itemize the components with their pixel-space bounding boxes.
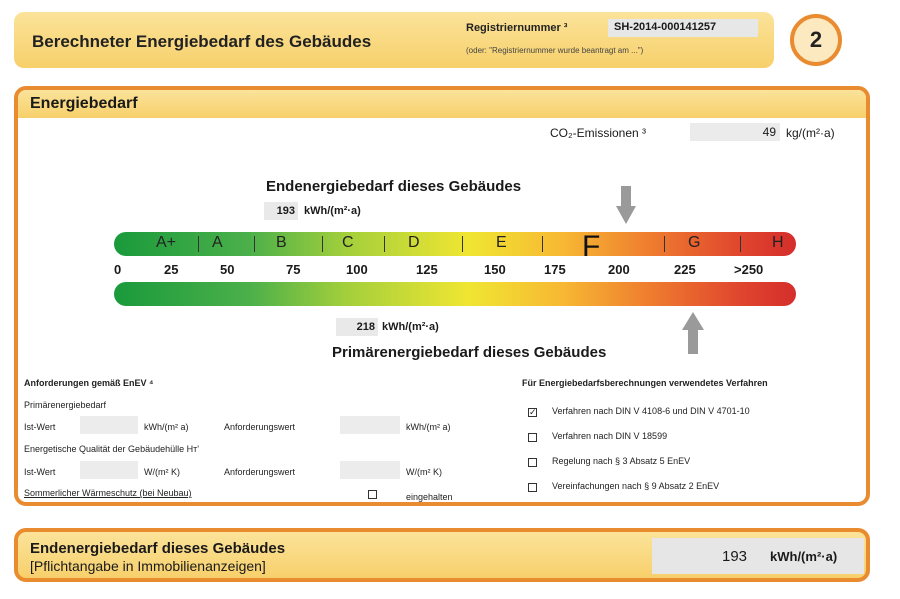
class-separator bbox=[322, 236, 323, 252]
unit-wk: W/(m² K) bbox=[144, 467, 180, 477]
energy-class-aplus: A+ bbox=[156, 234, 177, 251]
methods-heading: Für Energiebedarfsberechnungen verwendetes Verfahren bbox=[522, 378, 768, 388]
registration-note: (oder: "Registriernummer wurde beantragt am ...") bbox=[466, 46, 644, 55]
scale-tick-label: 50 bbox=[220, 262, 235, 277]
section-title: Energiebedarf bbox=[30, 95, 138, 112]
energy-class-a: A bbox=[212, 234, 223, 251]
class-separator bbox=[254, 236, 255, 252]
actual-value-label: Ist-Wert bbox=[24, 422, 56, 432]
header-banner bbox=[14, 12, 774, 68]
requirement-value-hull-field bbox=[340, 461, 400, 479]
class-separator bbox=[462, 236, 463, 252]
energy-class-b: B bbox=[276, 234, 287, 251]
summary-unit: kWh/(m²·a) bbox=[770, 549, 838, 564]
summary-value: 193 bbox=[722, 548, 748, 565]
co2-unit: kg/(m²·a) bbox=[786, 126, 835, 140]
unit-wk-2: W/(m² K) bbox=[406, 467, 442, 477]
energy-class-g: G bbox=[688, 234, 701, 251]
scale-tick-label: 100 bbox=[346, 262, 368, 277]
efficiency-scale-bottom bbox=[114, 282, 796, 306]
method-checkbox-3[interactable] bbox=[528, 458, 537, 467]
method-label-1: Verfahren nach DIN V 4108-6 und DIN V 4701-10 bbox=[552, 406, 750, 416]
primary-energy-value: 218 bbox=[336, 318, 378, 336]
requirement-value-label-2: Anforderungswert bbox=[224, 467, 296, 477]
final-energy-value: 193 bbox=[264, 202, 298, 220]
class-separator bbox=[198, 236, 199, 252]
scale-tick-label: 200 bbox=[608, 262, 630, 277]
class-separator bbox=[740, 236, 741, 252]
fulfilled-label: eingehalten bbox=[406, 492, 453, 502]
requirement-value-label: Anforderungswert bbox=[224, 422, 296, 432]
requirement-value-primary-field bbox=[340, 416, 400, 434]
class-separator bbox=[542, 236, 543, 252]
class-separator bbox=[384, 236, 385, 252]
registration-label: Registriernummer ³ bbox=[466, 22, 568, 34]
summary-box bbox=[14, 528, 870, 582]
header-title: Berechneter Energiebedarf des Gebäudes bbox=[32, 32, 372, 51]
summary-subtitle: [Pflichtangabe in Immobilienanzeigen] bbox=[30, 558, 266, 574]
final-energy-arrow-icon bbox=[616, 186, 636, 224]
primary-energy-unit: kWh/(m²·a) bbox=[382, 321, 439, 333]
page-number-badge: 2 bbox=[790, 14, 842, 66]
primary-energy-label: Primärenergiebedarf bbox=[24, 400, 107, 410]
energy-class-h: H bbox=[772, 234, 784, 251]
method-checkbox-2[interactable] bbox=[528, 433, 537, 442]
energy-class-e: E bbox=[496, 234, 507, 251]
summer-protection-label: Sommerlicher Wärmeschutz (bei Neubau) bbox=[24, 488, 192, 498]
method-checkbox-4[interactable] bbox=[528, 483, 537, 492]
method-label-2: Verfahren nach DIN V 18599 bbox=[552, 431, 668, 441]
scale-tick-label: 225 bbox=[674, 262, 696, 277]
requirements-heading: Anforderungen gemäß EnEV ⁴ bbox=[24, 378, 154, 388]
unit-kwh: kWh/(m² a) bbox=[144, 422, 189, 432]
co2-value: 49 bbox=[690, 123, 780, 141]
actual-value-hull-field bbox=[80, 461, 138, 479]
primary-energy-arrow-icon bbox=[682, 312, 704, 354]
final-energy-title: Endenergiebedarf dieses Gebäudes bbox=[266, 178, 522, 195]
energy-class-c: C bbox=[342, 234, 354, 251]
actual-value-label-2: Ist-Wert bbox=[24, 467, 56, 477]
unit-kwh-2: kWh/(m² a) bbox=[406, 422, 451, 432]
scale-tick-label: >250 bbox=[734, 262, 764, 277]
class-separator bbox=[664, 236, 665, 252]
energy-demand-section bbox=[14, 86, 870, 506]
energy-class-d: D bbox=[408, 234, 420, 251]
scale-tick-label: 75 bbox=[286, 262, 301, 277]
co2-label: CO₂-Emissionen ³ bbox=[550, 126, 647, 140]
hull-quality-label: Energetische Qualität der Gebäudehülle Hᴛ' bbox=[24, 444, 199, 454]
scale-tick-label: 175 bbox=[544, 262, 566, 277]
efficiency-scale-top bbox=[114, 232, 796, 256]
summer-protection-checkbox[interactable] bbox=[368, 490, 377, 499]
actual-value-primary-field bbox=[80, 416, 138, 434]
registration-number: SH-2014-000141257 bbox=[608, 19, 758, 37]
final-energy-unit: kWh/(m²·a) bbox=[304, 205, 361, 217]
section-header bbox=[18, 90, 866, 118]
primary-energy-title: Primärenergiebedarf dieses Gebäudes bbox=[332, 344, 607, 361]
summary-title: Endenergiebedarf dieses Gebäudes bbox=[30, 540, 286, 557]
scale-tick-label: 125 bbox=[416, 262, 438, 277]
method-label-4: Vereinfachungen nach § 9 Absatz 2 EnEV bbox=[552, 481, 720, 491]
scale-tick-label: 150 bbox=[484, 262, 506, 277]
method-checkbox-1[interactable] bbox=[528, 408, 537, 417]
scale-tick-label: 0 bbox=[114, 262, 122, 277]
scale-tick-label: 25 bbox=[164, 262, 179, 277]
energy-class-f: F bbox=[582, 232, 601, 256]
method-label-3: Regelung nach § 3 Absatz 5 EnEV bbox=[552, 456, 691, 466]
check-icon: ✓ bbox=[529, 407, 537, 417]
